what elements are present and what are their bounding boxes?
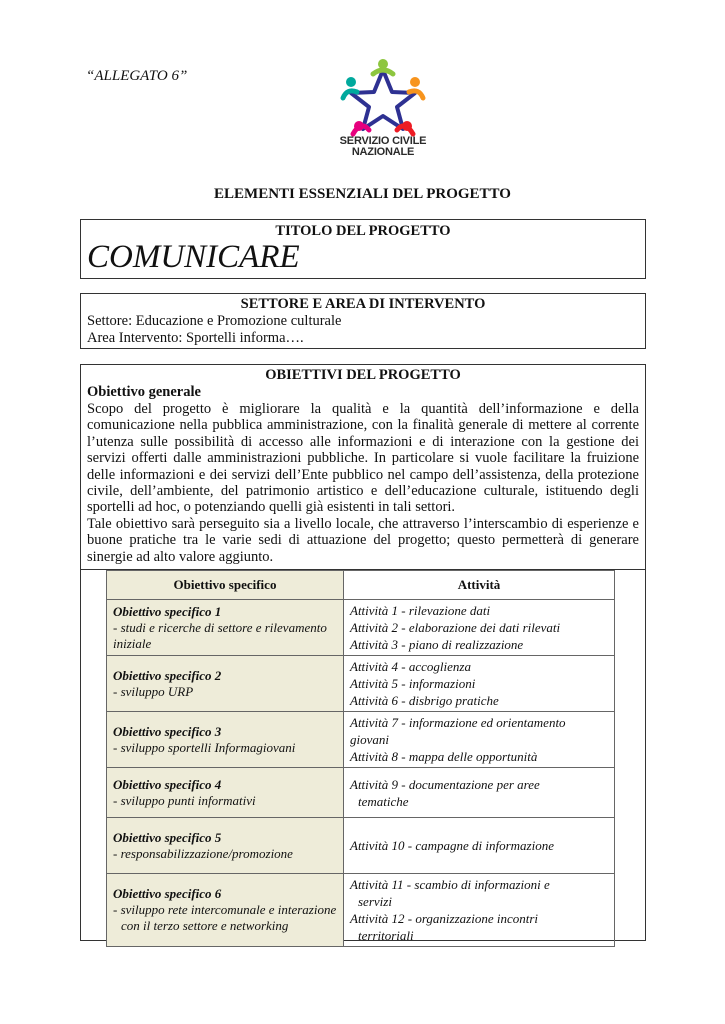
objective-paragraph-2: Tale obiettivo sarà perseguito sia a livello locale, che attraverso l’interscambio di esperienze e buone pratiche tra le varie sedi di attuazione del progetto; questo permetterà di generare sinergie ad alto valore aggiunto.: [87, 515, 639, 565]
logo-line-1: SERVIZIO CIVILE: [339, 135, 427, 147]
objective-paragraph-1: Scopo del progetto è migliorare la qualità e la quantità dell’informazione e della comunicazione nella pubblica amministrazione, con la finalità generale di mettere al corrente l’utenza sulle possibilità di accesso alle informazioni e di interazione con la gestione dei servizi offerti dalle amministrazioni pubbliche. In particolare si vuole facilitare la fruizione delle informazioni e dei servizi dell’Ente pubblico nel campo dell’assistenza, della protezione civile, dell’ambiente, del patrimonio artistico e dell’educazione culturale, istituendo degli sportelli ad hoc, o potenziando quelli già esistenti in tali settori.: [87, 401, 639, 516]
activity-cell: [344, 874, 615, 947]
objective-desc: iniziale: [113, 635, 152, 651]
activity-cell: [344, 712, 615, 768]
activity-line: Attività 6 - disbrigo pratiche: [350, 693, 499, 708]
activity-line: Attività 11 - scambio di informazioni e: [350, 877, 550, 892]
title-box: [80, 219, 646, 279]
allegato-label: “ALLEGATO 6”: [86, 68, 188, 84]
general-objective-heading: Obiettivo generale: [87, 384, 201, 400]
activity-line: Attività 4 - accoglienza: [350, 659, 471, 674]
objective-cell: [107, 818, 344, 874]
project-title: COMUNICARE: [87, 239, 300, 275]
header-activity: Attività: [344, 571, 615, 600]
table-row: [107, 818, 615, 874]
objective-cell: [107, 768, 344, 818]
title-box-header: TITOLO DEL PROGETTO: [275, 223, 451, 239]
activity-line: Attività 8 - mappa delle opportunità: [350, 749, 538, 764]
objectives-table: [106, 570, 615, 947]
activity-cell: [344, 818, 615, 874]
activity-line: Attività 7 - informazione ed orientamento: [350, 715, 566, 730]
objective-name: Obiettivo specifico 1: [113, 603, 222, 619]
activity-line: Attività 10 - campagne di informazione: [350, 838, 555, 853]
activity-line: Attività 5 - informazioni: [350, 676, 476, 691]
objective-desc: - responsabilizzazione/promozione: [113, 845, 293, 861]
area-line: Area Intervento: Sportelli informa….: [87, 330, 304, 346]
table-row: [107, 768, 615, 818]
objective-cell: [107, 600, 344, 656]
sector-line: Settore: Educazione e Promozione culturale: [87, 313, 342, 329]
objective-desc: - sviluppo sportelli Informagiovani: [113, 739, 296, 755]
objective-cell: [107, 656, 344, 712]
activity-line: Attività 9 - documentazione per aree: [350, 776, 540, 792]
objective-name: Obiettivo specifico 5: [113, 829, 222, 845]
activity-line: Attività 1 - rilevazione dati: [350, 603, 491, 618]
main-heading: ELEMENTI ESSENZIALI DEL PROGETTO: [214, 186, 511, 202]
logo-line-2: NAZIONALE: [351, 146, 415, 158]
activity-line: Attività 2 - elaborazione dei dati rilevati: [350, 620, 561, 635]
objective-desc: con il terzo settore e networking: [121, 918, 289, 933]
objective-name: Obiettivo specifico 6: [113, 886, 222, 901]
logo-text: [320, 136, 446, 158]
activity-cell: [344, 600, 615, 656]
activity-line: Attività 3 - piano di realizzazione: [350, 637, 524, 652]
table-row: [107, 656, 615, 712]
objective-desc: - studi e ricerche di settore e rilevamento: [113, 619, 327, 635]
objective-name: Obiettivo specifico 4: [113, 776, 222, 792]
activity-line: Attività 12 - organizzazione incontri: [350, 911, 539, 926]
objective-cell: [107, 712, 344, 768]
activity-line: giovani: [350, 732, 389, 747]
sector-box: [80, 293, 646, 349]
table-row: [107, 600, 615, 656]
objective-desc: - sviluppo rete intercomunale e interazione: [113, 902, 337, 917]
activity-cell: [344, 768, 615, 818]
table-row: [107, 712, 615, 768]
objective-name: Obiettivo specifico 3: [113, 723, 222, 739]
header-objective: Obiettivo specifico: [107, 571, 344, 600]
activity-line: tematiche: [358, 793, 409, 809]
objective-name: Obiettivo specifico 2: [113, 667, 222, 683]
objective-cell: [107, 874, 344, 947]
activity-cell: [344, 656, 615, 712]
objectives-box: [80, 364, 646, 570]
table-row: [107, 874, 615, 947]
objective-desc: - sviluppo punti informativi: [113, 792, 256, 808]
objective-desc: - sviluppo URP: [113, 683, 194, 699]
activity-line: territoriali: [358, 928, 414, 943]
table-header-row: [107, 571, 615, 600]
objectives-header: OBIETTIVI DEL PROGETTO: [265, 367, 461, 383]
activity-line: servizi: [358, 894, 392, 909]
sector-box-header: SETTORE E AREA DI INTERVENTO: [240, 296, 486, 312]
